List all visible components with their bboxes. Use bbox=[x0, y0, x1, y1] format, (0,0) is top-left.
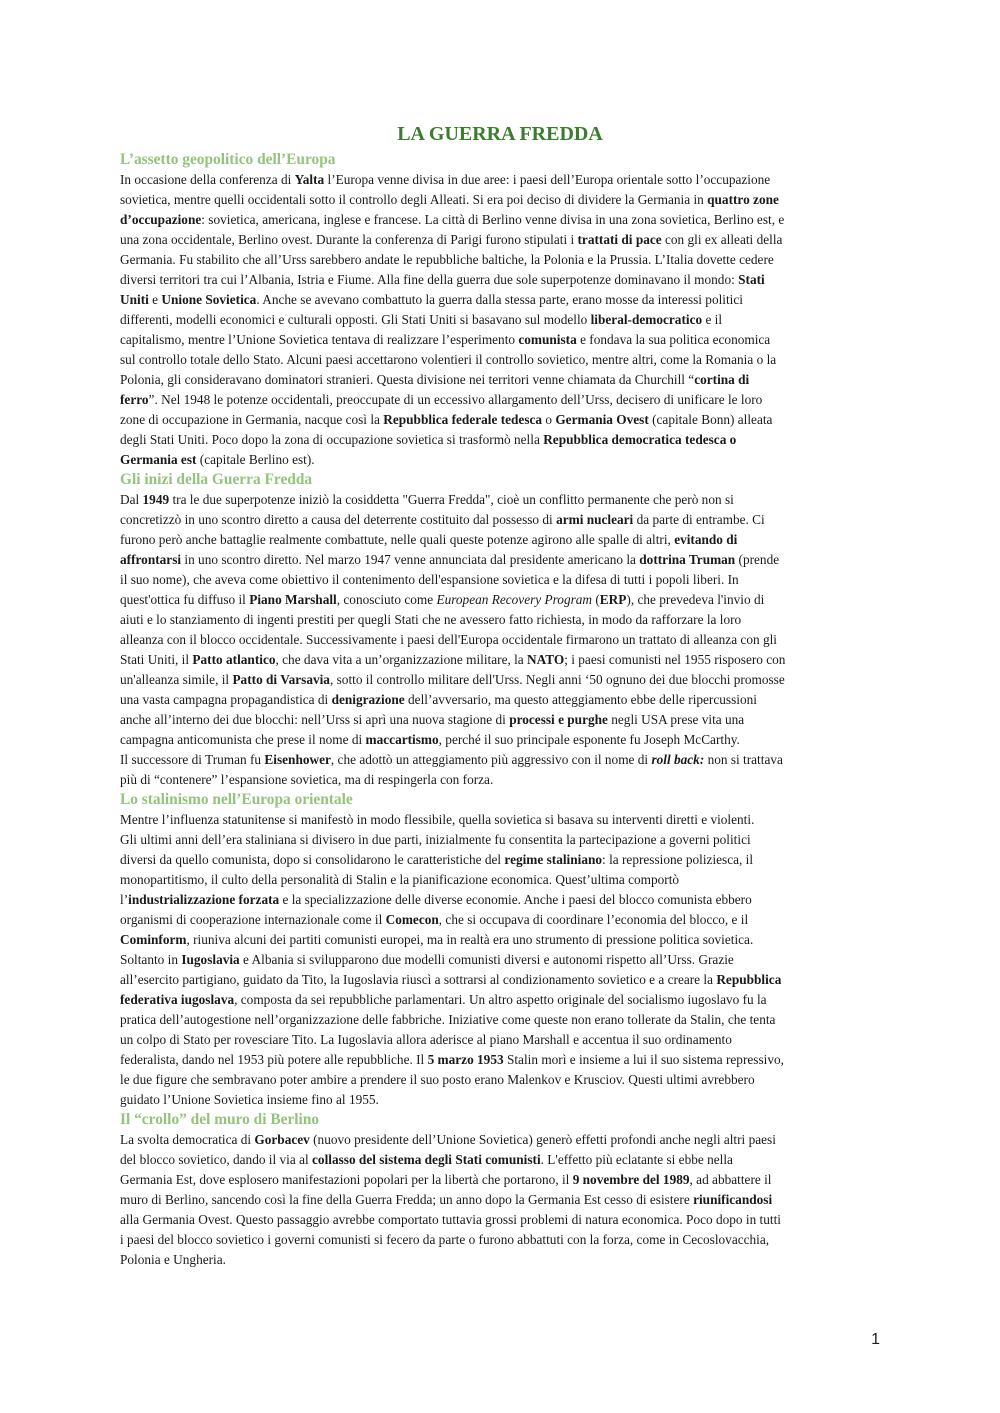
paragraph-line bbox=[120, 990, 880, 1010]
section-heading: Gli inizi della Guerra Fredda bbox=[120, 471, 313, 488]
text-run: , sotto il controllo militare dell'Urss. Negli anni ‘50 ognuno dei due blocchi promosse bbox=[329, 672, 785, 687]
text-run: Mentre l’influenza statunitense si manifestò in modo flessibile, quella sovietica si basava su interventi diretti e violenti. bbox=[120, 812, 755, 827]
text-run: e il bbox=[702, 312, 723, 327]
text-run: le due figure che sembravano poter ambire a prendere il suo posto erano Malenkov e Krusciov. Questi ultimi avrebbero bbox=[120, 1072, 755, 1087]
bold-text: quattro zone bbox=[707, 192, 779, 207]
text-run: furono però anche battaglie realmente combattute, nelle quali queste potenze agirono alle spalle di altri, bbox=[120, 532, 675, 547]
bold-text: collasso del sistema degli Stati comunisti bbox=[312, 1152, 541, 1167]
bold-text: cortina di bbox=[694, 372, 750, 387]
text-run: alla Germania Ovest. Questo passaggio avrebbe comportato tuttavia grossi problemi di natura economica. Poco dopo in tutti bbox=[120, 1212, 781, 1227]
paragraph-line bbox=[120, 410, 880, 430]
bold-text: d’occupazione bbox=[120, 212, 202, 227]
bold-text: Yalta bbox=[294, 172, 325, 187]
text-run: muro di Berlino, sancendo così la fine della Guerra Fredda; un anno dopo la Germania Est cesso di esistere bbox=[120, 1192, 694, 1207]
text-run: Il successore di Truman fu bbox=[120, 752, 265, 767]
paragraph-line bbox=[120, 910, 880, 930]
text-run: e bbox=[148, 292, 162, 307]
text-run: diversi da quello comunista, dopo si consolidarono le caratteristiche del bbox=[120, 852, 505, 867]
text-run: sovietica, mentre quelli occidentali sotto il controllo degli Alleati. Si era poi deciso di dividere la Germania in bbox=[120, 192, 708, 207]
bold-text: affrontarsi bbox=[120, 552, 182, 567]
text-run: una vasta campagna propagandistica di bbox=[120, 692, 332, 707]
text-run: La svolta democratica di bbox=[120, 1132, 255, 1147]
section-heading: L’assetto geopolitico dell’Europa bbox=[120, 151, 336, 168]
paragraph-line bbox=[120, 630, 880, 650]
text-run: , composta da sei repubbliche parlamentari. Un altro aspetto originale del socialismo iugoslavo fu la bbox=[234, 992, 767, 1007]
page-number: 1 bbox=[871, 1331, 880, 1348]
text-run: sul controllo totale dello Stato. Alcuni paesi accettarono volentieri il controllo sovietico, mentre altri, come la Romania o la bbox=[120, 352, 777, 367]
text-run: all’esercito partigiano, guidato da Tito, la Iugoslavia riuscì a sottrarsi al condizionamento sovietico e a creare la bbox=[120, 972, 717, 987]
text-run: dell’avversario, ma questo atteggiamento ebbe delle ripercussioni bbox=[404, 692, 757, 707]
text-run: ; i paesi comunisti nel 1955 risposero con bbox=[564, 652, 786, 667]
paragraph-line bbox=[120, 1070, 880, 1090]
text-run: Stalin morì e insieme a lui il suo sistema repressivo, bbox=[503, 1052, 784, 1067]
text-run: con gli ex alleati della bbox=[661, 232, 783, 247]
section-heading: Lo stalinismo nell’Europa orientale bbox=[120, 791, 353, 808]
text-run: un'alleanza simile, il bbox=[120, 672, 233, 687]
text-run: in uno scontro diretto. Nel marzo 1947 venne annunciata dal presidente americano la bbox=[181, 552, 640, 567]
paragraph-line bbox=[120, 650, 880, 670]
text-run: (capitale Bonn) alleata bbox=[648, 412, 773, 427]
bold-text: ERP bbox=[599, 592, 627, 607]
bold-text: Stati bbox=[738, 272, 765, 287]
text-run: i paesi del blocco sovietico i governi comunisti si fecero da parte o furono abbattuti con la forza, come in Cecoslovacchia, bbox=[120, 1232, 770, 1247]
text-run: tra le due superpotenze iniziò la cosiddetta "Guerra Fredda", cioè un conflitto permanente che però non si bbox=[169, 492, 734, 507]
bold-text: Gorbacev bbox=[254, 1132, 310, 1147]
paragraph-line bbox=[120, 1150, 880, 1170]
text-run: Germania. Fu stabilito che all’Urss sarebbero andate le repubbliche baltiche, la Polonia e la Prussia. L’Italia dovette cedere bbox=[120, 252, 774, 267]
paragraph-line bbox=[120, 330, 880, 350]
paragraph-line bbox=[120, 750, 880, 770]
text-run: quest'ottica fu diffuso il bbox=[120, 592, 250, 607]
paragraph-line bbox=[120, 1210, 880, 1230]
paragraph-line bbox=[120, 890, 880, 910]
document-body bbox=[120, 150, 880, 1270]
bold-text: Unione Sovietica bbox=[161, 292, 257, 307]
paragraph-line bbox=[120, 970, 880, 990]
text-run: anche all’interno dei due blocchi: nell’Urss si aprì una nuova stagione di bbox=[120, 712, 510, 727]
text-run: capitalismo, mentre l’Unione Sovietica tentava di realizzare l’esperimento bbox=[120, 332, 519, 347]
paragraph-line bbox=[120, 510, 880, 530]
text-run: campagna anticomunista che prese il nome di bbox=[120, 732, 366, 747]
text-run: il suo nome), che aveva come obiettivo il contenimento dell'espansione sovietica e la difesa di tutti i popoli liberi. In bbox=[120, 572, 739, 587]
paragraph-line bbox=[120, 810, 880, 830]
text-run: concretizzò in uno scontro diretto a causa del deterrente costituito dal possesso di bbox=[120, 512, 557, 527]
bold-text: 9 novembre del 1989 bbox=[572, 1172, 690, 1187]
paragraph-line bbox=[120, 870, 880, 890]
text-run: da parte di entrambe. Ci bbox=[633, 512, 765, 527]
paragraph-line bbox=[120, 1230, 880, 1250]
paragraph-line bbox=[120, 290, 880, 310]
text-run: federalista, dando nel 1953 più potere alle repubbliche. Il bbox=[120, 1052, 428, 1067]
text-run: In occasione della conferenza di bbox=[120, 172, 295, 187]
text-run: negli USA prese vita una bbox=[607, 712, 745, 727]
text-run: , conosciuto come bbox=[336, 592, 437, 607]
text-run: non si trattava bbox=[704, 752, 783, 767]
text-run: ), che prevedeva l'invio di bbox=[626, 592, 765, 607]
paragraph-line bbox=[120, 1090, 880, 1110]
paragraph-line bbox=[120, 710, 880, 730]
bold-text: denigrazione bbox=[331, 692, 405, 707]
paragraph-line bbox=[120, 1050, 880, 1070]
bold-text: riunificandosi bbox=[693, 1192, 773, 1207]
paragraph-line bbox=[120, 210, 880, 230]
text-run: Polonia, gli consideravano dominatori stranieri. Questa divisione nei territori venne chiamata da Churchill “ bbox=[120, 372, 695, 387]
paragraph-line bbox=[120, 770, 880, 790]
bold-text: liberal-democratico bbox=[590, 312, 703, 327]
text-run: ”. Nel 1948 le potenze occidentali, preoccupate di un eccessivo allargamento dell’Urss, decisero di unificare le loro bbox=[148, 392, 763, 407]
paragraph-line bbox=[120, 530, 880, 550]
italic-text: European Recovery Program bbox=[436, 592, 593, 607]
bold-text: trattati di pace bbox=[577, 232, 662, 247]
text-run: (nuovo presidente dell’Unione Sovietica) generò effetti profondi anche negli altri paesi bbox=[309, 1132, 776, 1147]
text-run: degli Stati Uniti. Poco dopo la zona di occupazione sovietica si trasformò nella bbox=[120, 432, 544, 447]
text-run: , perché il suo principale esponente fu Joseph McCarthy. bbox=[438, 732, 740, 747]
text-run: e Albania si svilupparono due modelli comunisti diversi e autonomi rispetto all’Urss. Grazie bbox=[239, 952, 734, 967]
page-title: LA GUERRA FREDDA bbox=[397, 123, 603, 145]
text-run: , riuniva alcuni dei partiti comunisti europei, ma in realtà era uno strumento di pressione politica sovietica. bbox=[186, 932, 754, 947]
text-run: l’ bbox=[120, 892, 129, 907]
text-run: (prende bbox=[735, 552, 780, 567]
text-run: Gli ultimi anni dell’era staliniana si divisero in due parti, inizialmente fu consentita la partecipazione a governi politici bbox=[120, 832, 751, 847]
text-run: pratica dell’autogestione nell’organizzazione delle fabbriche. Iniziative come queste non erano tollerate da Stalin, che tenta bbox=[120, 1012, 776, 1027]
bold-text: Patto di Varsavia bbox=[232, 672, 330, 687]
bold-text: comunista bbox=[518, 332, 577, 347]
text-run: ( bbox=[592, 592, 600, 607]
paragraph-line bbox=[120, 570, 880, 590]
text-run: alleanza con il blocco occidentale. Successivamente i paesi dell'Europa occidentale firmarono un trattato di alleanza con gli bbox=[120, 632, 777, 647]
paragraph-line bbox=[120, 690, 880, 710]
paragraph-line bbox=[120, 490, 880, 510]
text-run: , che dava vita a un’organizzazione militare, la bbox=[275, 652, 528, 667]
bold-text: Patto atlantico bbox=[192, 652, 276, 667]
bold-text: Cominform bbox=[120, 932, 187, 947]
text-run: monopartitismo, il culto della personalità di Stalin e la pianificazione economica. Quest’ultima comportò bbox=[120, 872, 680, 887]
text-run: l’Europa venne divisa in due aree: i paesi dell’Europa orientale sotto l’occupazione bbox=[324, 172, 771, 187]
bold-text: federativa iugoslava bbox=[120, 992, 235, 1007]
bold-text: Repubblica federale tedesca bbox=[383, 412, 543, 427]
text-run: Dal bbox=[120, 492, 143, 507]
paragraph-line bbox=[120, 450, 880, 470]
bold-text: 1949 bbox=[142, 492, 170, 507]
text-run: : la repressione poliziesca, il bbox=[602, 852, 754, 867]
bold-text: evitando di bbox=[674, 532, 738, 547]
bold-text: Comecon bbox=[385, 912, 439, 927]
paragraph-line bbox=[120, 1130, 880, 1150]
text-run: e fondava la sua politica economica bbox=[576, 332, 771, 347]
text-run: , ad abbattere il bbox=[689, 1172, 772, 1187]
paragraph-line bbox=[120, 190, 880, 210]
bold-text: 5 marzo 1953 bbox=[427, 1052, 504, 1067]
paragraph-line bbox=[120, 1170, 880, 1190]
paragraph-line bbox=[120, 310, 880, 330]
bold-text: regime staliniano bbox=[504, 852, 603, 867]
bold-text: Uniti bbox=[120, 292, 149, 307]
paragraph-line bbox=[120, 930, 880, 950]
text-run: Polonia e Ungheria. bbox=[120, 1252, 226, 1267]
text-run: una zona occidentale, Berlino ovest. Durante la conferenza di Parigi furono stipulati i bbox=[120, 232, 578, 247]
paragraph-line bbox=[120, 170, 880, 190]
paragraph-line bbox=[120, 850, 880, 870]
paragraph-line bbox=[120, 390, 880, 410]
paragraph-line bbox=[120, 550, 880, 570]
text-run: organismi di cooperazione internazionale come il bbox=[120, 912, 386, 927]
bold-text: dottrina Truman bbox=[639, 552, 736, 567]
text-run: diversi territori tra cui l’Albania, Istria e Fiume. Alla fine della guerra due sole superpotenze dominavano il mondo: bbox=[120, 272, 739, 287]
text-run: guidato l’Unione Sovietica insieme fino al 1955. bbox=[120, 1092, 379, 1107]
text-run: più di “contenere” l’espansione sovietica, ma di respingerla con forza. bbox=[120, 772, 494, 787]
bold-text: Germania est bbox=[120, 452, 197, 467]
text-run: : sovietica, americana, inglese e francese. La città di Berlino venne divisa in una zona sovietica, Berlino est, e bbox=[201, 212, 785, 227]
text-run: e la specializzazione delle diverse economie. Anche i paesi del blocco comunista ebbero bbox=[279, 892, 752, 907]
paragraph-line bbox=[120, 370, 880, 390]
paragraph-line bbox=[120, 1030, 880, 1050]
bold-text: armi nucleari bbox=[556, 512, 634, 527]
bold-text: industrializzazione forzata bbox=[128, 892, 280, 907]
paragraph-line bbox=[120, 1250, 880, 1270]
paragraph-line bbox=[120, 670, 880, 690]
bold-text: Germania Ovest bbox=[555, 412, 649, 427]
text-run: , che si occupava di coordinare l’economia del blocco, e il bbox=[438, 912, 749, 927]
text-run: aiuti e lo stanziamento di ingenti prestiti per quegli Stati che ne avessero fatto richiesta, in modo da rafforzare la loro bbox=[120, 612, 742, 627]
paragraph-line bbox=[120, 1190, 880, 1210]
paragraph-line bbox=[120, 610, 880, 630]
text-run: differenti, modelli economici e culturali opposti. Gli Stati Uniti si basavano sul modello bbox=[120, 312, 591, 327]
bold-italic-text: roll back: bbox=[651, 752, 705, 767]
text-run: zone di occupazione in Germania, nacque così la bbox=[120, 412, 384, 427]
paragraph-line bbox=[120, 230, 880, 250]
paragraph-line bbox=[120, 1010, 880, 1030]
paragraph-line bbox=[120, 250, 880, 270]
text-run: . L'effetto più eclatante si ebbe nella bbox=[540, 1152, 733, 1167]
text-run: un colpo di Stato per rovesciare Tito. La Iugoslavia allora aderisce al piano Marshall e accentua il suo ordinamento bbox=[120, 1032, 732, 1047]
text-run: del blocco sovietico, dando il via al bbox=[120, 1152, 313, 1167]
text-run: (capitale Berlino est). bbox=[196, 452, 315, 467]
bold-text: Repubblica bbox=[716, 972, 782, 987]
bold-text: maccartismo bbox=[365, 732, 439, 747]
bold-text: processi e purghe bbox=[509, 712, 608, 727]
bold-text: Eisenhower bbox=[264, 752, 331, 767]
paragraph-line bbox=[120, 350, 880, 370]
bold-text: Piano Marshall bbox=[249, 592, 337, 607]
bold-text: Iugoslavia bbox=[181, 952, 240, 967]
text-run: . Anche se avevano combattuto la guerra dalla stessa parte, erano mosse da interessi politici bbox=[256, 292, 743, 307]
text-run: , che adottò un atteggiamento più aggressivo con il nome di bbox=[330, 752, 652, 767]
text-run: o bbox=[542, 412, 556, 427]
text-run: Germania Est, dove esplosero manifestazioni popolari per la libertà che portarono, il bbox=[120, 1172, 573, 1187]
section-heading: Il “crollo” del muro di Berlino bbox=[120, 1111, 320, 1128]
paragraph-line bbox=[120, 830, 880, 850]
paragraph-line bbox=[120, 730, 880, 750]
bold-text: NATO bbox=[527, 652, 565, 667]
paragraph-line bbox=[120, 430, 880, 450]
paragraph-line bbox=[120, 590, 880, 610]
text-run: Soltanto in bbox=[120, 952, 182, 967]
paragraph-line bbox=[120, 950, 880, 970]
bold-text: ferro bbox=[120, 392, 149, 407]
paragraph-line bbox=[120, 270, 880, 290]
bold-text: Repubblica democratica tedesca o bbox=[543, 432, 737, 447]
text-run: Stati Uniti, il bbox=[120, 652, 193, 667]
